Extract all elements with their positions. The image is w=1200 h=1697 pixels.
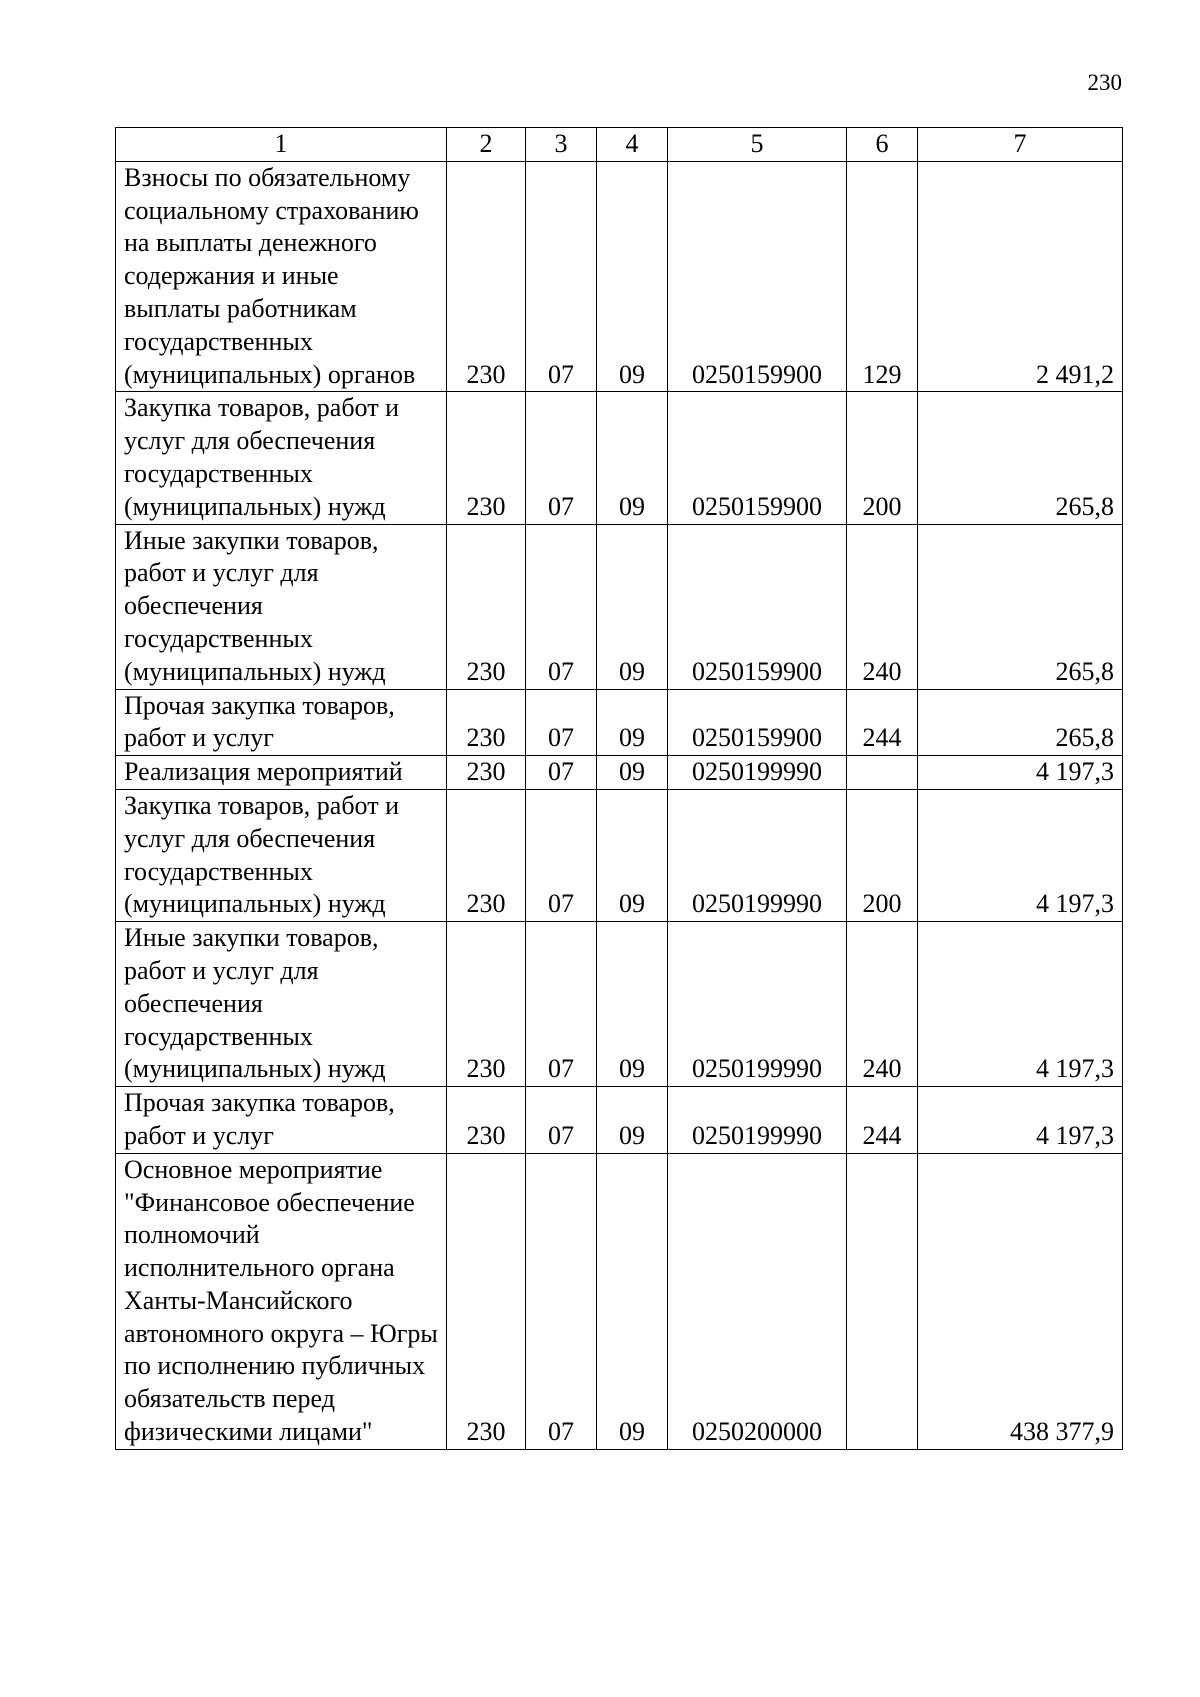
pr-cell: 09 (597, 161, 668, 392)
ved-cell: 230 (447, 756, 526, 790)
rz-cell: 07 (526, 392, 597, 524)
ved-cell: 230 (447, 161, 526, 392)
csr-cell: 0250199990 (668, 922, 847, 1087)
sum-cell: 4 197,3 (918, 922, 1123, 1087)
row-name-cell: Прочая закупка товаров, работ и услуг (116, 689, 447, 756)
row-name-cell: Взносы по обязательному социальному страхованию на выплаты денежного содержания и иные выплаты работникам государственных (муниципальных) органов (116, 161, 447, 392)
csr-cell: 0250200000 (668, 1153, 847, 1449)
column-header: 5 (668, 128, 847, 162)
vr-cell: 244 (847, 1087, 918, 1154)
sum-cell: 438 377,9 (918, 1153, 1123, 1449)
table-row (116, 161, 1123, 392)
header-row (116, 128, 1123, 162)
row-name-cell: Прочая закупка товаров, работ и услуг (116, 1087, 447, 1154)
csr-cell: 0250159900 (668, 689, 847, 756)
ved-cell: 230 (447, 689, 526, 756)
vr-cell: 200 (847, 392, 918, 524)
vr-cell: 240 (847, 922, 918, 1087)
pr-cell: 09 (597, 756, 668, 790)
rz-cell: 07 (526, 524, 597, 689)
rz-cell: 07 (526, 1153, 597, 1449)
table-row (116, 1153, 1123, 1449)
rz-cell: 07 (526, 922, 597, 1087)
rz-cell: 07 (526, 1087, 597, 1154)
budget-table (115, 127, 1123, 1450)
vr-cell: 129 (847, 161, 918, 392)
table-row (116, 689, 1123, 756)
ved-cell: 230 (447, 1087, 526, 1154)
sum-cell: 2 491,2 (918, 161, 1123, 392)
pr-cell: 09 (597, 1153, 668, 1449)
sum-cell: 4 197,3 (918, 789, 1123, 921)
pr-cell: 09 (597, 789, 668, 921)
table-row (116, 524, 1123, 689)
pr-cell: 09 (597, 689, 668, 756)
row-name-cell: Основное мероприятие "Финансовое обеспечение полномочий исполнительного органа Ханты-Мансийского автономного округа – Югры по исполнению публичных обязательств перед физическими лицами" (116, 1153, 447, 1449)
rz-cell: 07 (526, 161, 597, 392)
pr-cell: 09 (597, 392, 668, 524)
row-name-cell: Иные закупки товаров, работ и услуг для обеспечения государственных (муниципальных) нужд (116, 922, 447, 1087)
csr-cell: 0250199990 (668, 1087, 847, 1154)
csr-cell: 0250199990 (668, 789, 847, 921)
row-name-cell: Закупка товаров, работ и услуг для обеспечения государственных (муниципальных) нужд (116, 789, 447, 921)
ved-cell: 230 (447, 922, 526, 1087)
ved-cell: 230 (447, 789, 526, 921)
row-name-cell: Иные закупки товаров, работ и услуг для обеспечения государственных (муниципальных) нужд (116, 524, 447, 689)
sum-cell: 4 197,3 (918, 756, 1123, 790)
rz-cell: 07 (526, 756, 597, 790)
table-row (116, 756, 1123, 790)
vr-cell (847, 1153, 918, 1449)
csr-cell: 0250159900 (668, 524, 847, 689)
column-header: 3 (526, 128, 597, 162)
sum-cell: 265,8 (918, 392, 1123, 524)
csr-cell: 0250199990 (668, 756, 847, 790)
sum-cell: 265,8 (918, 524, 1123, 689)
ved-cell: 230 (447, 392, 526, 524)
row-name-cell: Реализация мероприятий (116, 756, 447, 790)
csr-cell: 0250159900 (668, 161, 847, 392)
column-header: 1 (116, 128, 447, 162)
pr-cell: 09 (597, 1087, 668, 1154)
rz-cell: 07 (526, 789, 597, 921)
column-header: 4 (597, 128, 668, 162)
column-header: 6 (847, 128, 918, 162)
rz-cell: 07 (526, 689, 597, 756)
csr-cell: 0250159900 (668, 392, 847, 524)
table-row (116, 789, 1123, 921)
ved-cell: 230 (447, 524, 526, 689)
ved-cell: 230 (447, 1153, 526, 1449)
row-name-cell: Закупка товаров, работ и услуг для обеспечения государственных (муниципальных) нужд (116, 392, 447, 524)
vr-cell (847, 756, 918, 790)
sum-cell: 265,8 (918, 689, 1123, 756)
page-number: 230 (1087, 70, 1122, 95)
table-row (116, 1087, 1123, 1154)
table-row (116, 392, 1123, 524)
table-row (116, 922, 1123, 1087)
vr-cell: 240 (847, 524, 918, 689)
vr-cell: 200 (847, 789, 918, 921)
column-header: 2 (447, 128, 526, 162)
pr-cell: 09 (597, 524, 668, 689)
pr-cell: 09 (597, 922, 668, 1087)
column-header: 7 (918, 128, 1123, 162)
sum-cell: 4 197,3 (918, 1087, 1123, 1154)
vr-cell: 244 (847, 689, 918, 756)
